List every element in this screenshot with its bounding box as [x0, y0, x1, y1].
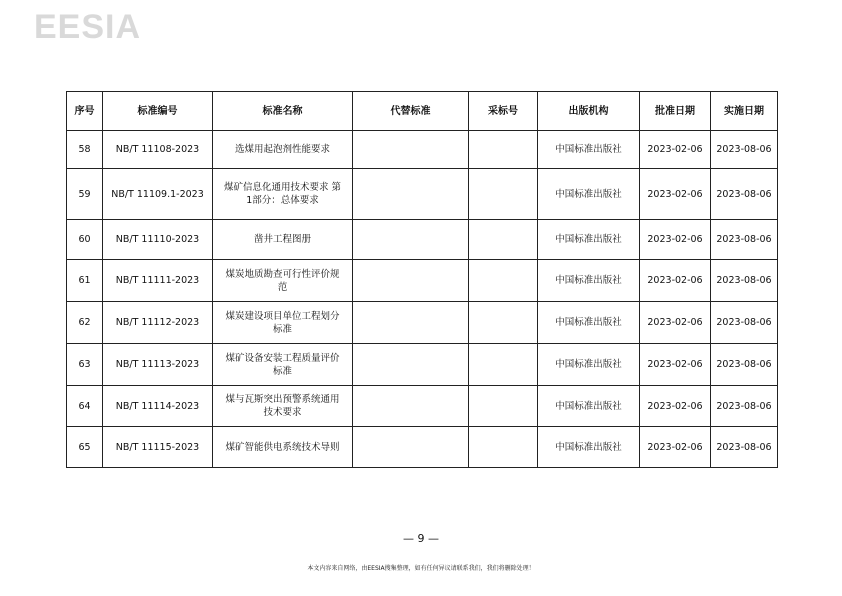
row-number-cell: 65: [67, 427, 103, 468]
table-row: [67, 260, 778, 302]
table-row: [67, 427, 778, 468]
header-cell: 采标号: [469, 92, 538, 131]
adopted-standard-cell: [469, 344, 538, 386]
footer-disclaimer: 本文内容来自网络，由EESIA搜集整理，如有任何异议请联系我们，我们将删除处理！: [307, 565, 535, 572]
publisher-cell: 中国标准出版社: [538, 427, 640, 468]
table-row: [67, 344, 778, 386]
table-row: [67, 169, 778, 220]
replaced-standard-cell: [353, 169, 469, 220]
effective-date-cell: 2023-08-06: [711, 427, 778, 468]
approval-date-cell: 2023-02-06: [640, 427, 711, 468]
adopted-standard-cell: [469, 302, 538, 344]
standard-name-cell: 煤矿信息化通用技术要求 第1部分：总体要求: [213, 169, 353, 220]
standard-name-cell: 凿井工程图册: [213, 220, 353, 260]
eesia-logo: EESIA: [34, 8, 142, 46]
adopted-standard-cell: [469, 260, 538, 302]
adopted-standard-cell: [469, 220, 538, 260]
header-cell: 序号: [67, 92, 103, 131]
table-header-row: [67, 92, 778, 131]
approval-date-cell: 2023-02-06: [640, 169, 711, 220]
header-cell: 出版机构: [538, 92, 640, 131]
row-number-cell: 59: [67, 169, 103, 220]
row-number-cell: 60: [67, 220, 103, 260]
standard-code-cell: NB/T 11109.1-2023: [103, 169, 213, 220]
replaced-standard-cell: [353, 427, 469, 468]
adopted-standard-cell: [469, 169, 538, 220]
table-row: [67, 386, 778, 427]
row-number-cell: 62: [67, 302, 103, 344]
publisher-cell: 中国标准出版社: [538, 386, 640, 427]
standard-code-cell: NB/T 11112-2023: [103, 302, 213, 344]
standard-name-cell: 煤炭地质勘查可行性评价规范: [213, 260, 353, 302]
publisher-cell: 中国标准出版社: [538, 220, 640, 260]
publisher-cell: 中国标准出版社: [538, 131, 640, 169]
effective-date-cell: 2023-08-06: [711, 344, 778, 386]
adopted-standard-cell: [469, 427, 538, 468]
standard-name-cell: 煤与瓦斯突出预警系统通用技术要求: [213, 386, 353, 427]
effective-date-cell: 2023-08-06: [711, 260, 778, 302]
effective-date-cell: 2023-08-06: [711, 302, 778, 344]
effective-date-cell: 2023-08-06: [711, 169, 778, 220]
header-cell: 标准编号: [103, 92, 213, 131]
row-number-cell: 61: [67, 260, 103, 302]
page-number: — 9 —: [403, 532, 439, 545]
replaced-standard-cell: [353, 344, 469, 386]
adopted-standard-cell: [469, 131, 538, 169]
approval-date-cell: 2023-02-06: [640, 344, 711, 386]
replaced-standard-cell: [353, 302, 469, 344]
replaced-standard-cell: [353, 131, 469, 169]
standard-name-cell: 选煤用起泡剂性能要求: [213, 131, 353, 169]
replaced-standard-cell: [353, 386, 469, 427]
approval-date-cell: 2023-02-06: [640, 131, 711, 169]
standard-name-cell: 煤炭建设项目单位工程划分标准: [213, 302, 353, 344]
approval-date-cell: 2023-02-06: [640, 260, 711, 302]
replaced-standard-cell: [353, 220, 469, 260]
publisher-cell: 中国标准出版社: [538, 302, 640, 344]
approval-date-cell: 2023-02-06: [640, 220, 711, 260]
standard-code-cell: NB/T 11114-2023: [103, 386, 213, 427]
publisher-cell: 中国标准出版社: [538, 169, 640, 220]
publisher-cell: 中国标准出版社: [538, 344, 640, 386]
header-cell: 标准名称: [213, 92, 353, 131]
header-cell: 代替标准: [353, 92, 469, 131]
row-number-cell: 63: [67, 344, 103, 386]
table-row: [67, 302, 778, 344]
row-number-cell: 64: [67, 386, 103, 427]
standard-code-cell: NB/T 11113-2023: [103, 344, 213, 386]
standards-table: [66, 91, 778, 468]
standard-code-cell: NB/T 11115-2023: [103, 427, 213, 468]
row-number-cell: 58: [67, 131, 103, 169]
standard-code-cell: NB/T 11108-2023: [103, 131, 213, 169]
header-cell: 批准日期: [640, 92, 711, 131]
table-row: [67, 131, 778, 169]
standard-code-cell: NB/T 11110-2023: [103, 220, 213, 260]
table-row: [67, 220, 778, 260]
standard-code-cell: NB/T 11111-2023: [103, 260, 213, 302]
standard-name-cell: 煤矿设备安装工程质量评价标准: [213, 344, 353, 386]
effective-date-cell: 2023-08-06: [711, 131, 778, 169]
standard-name-cell: 煤矿智能供电系统技术导则: [213, 427, 353, 468]
effective-date-cell: 2023-08-06: [711, 220, 778, 260]
approval-date-cell: 2023-02-06: [640, 386, 711, 427]
effective-date-cell: 2023-08-06: [711, 386, 778, 427]
publisher-cell: 中国标准出版社: [538, 260, 640, 302]
approval-date-cell: 2023-02-06: [640, 302, 711, 344]
adopted-standard-cell: [469, 386, 538, 427]
replaced-standard-cell: [353, 260, 469, 302]
header-cell: 实施日期: [711, 92, 778, 131]
